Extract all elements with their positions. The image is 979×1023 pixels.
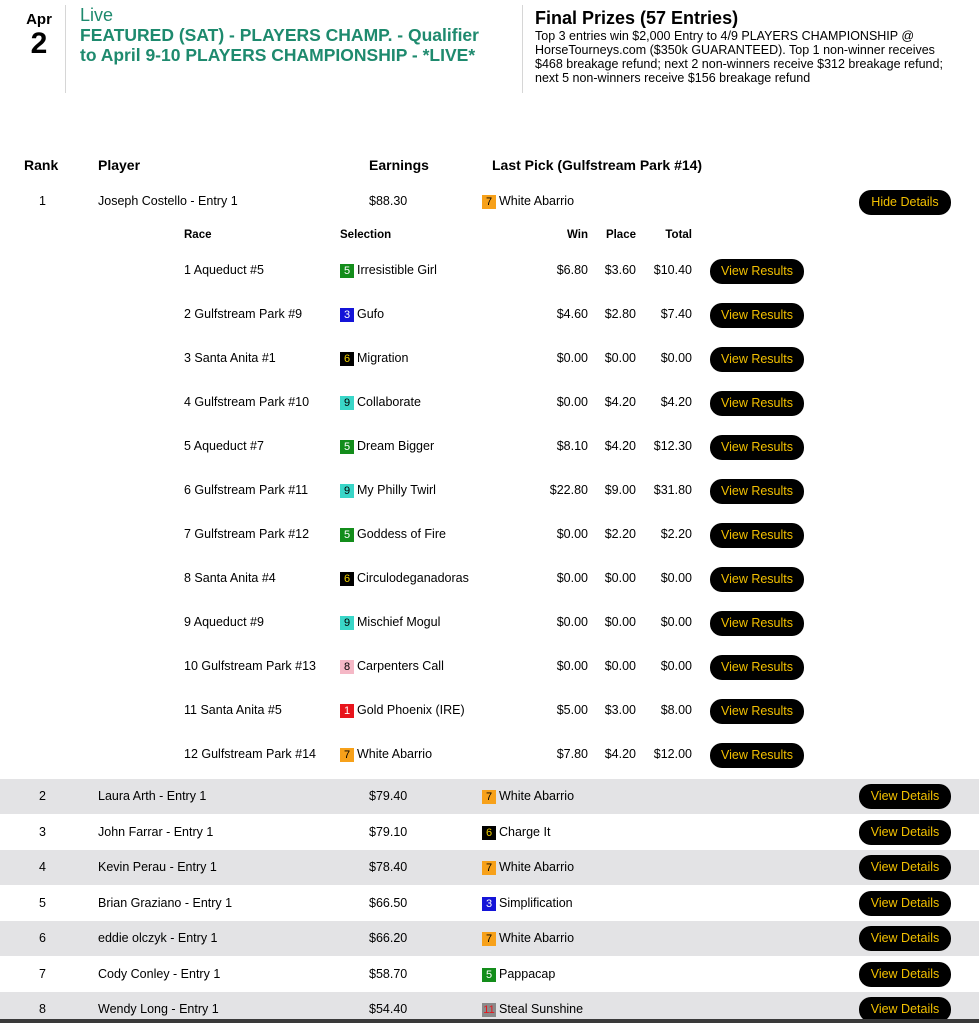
total-cell: $12.00 xyxy=(653,747,692,761)
horse-name: Steal Sunshine xyxy=(499,1002,584,1016)
player-cell: Laura Arth - Entry 1 xyxy=(98,789,207,803)
divider xyxy=(65,5,66,93)
view-results-button[interactable]: View Results xyxy=(710,303,804,328)
saddle-cloth-badge: 7 xyxy=(482,932,496,946)
race-cell: 8 Santa Anita #4 xyxy=(184,571,276,585)
last-pick-cell xyxy=(482,1002,583,1017)
rank-cell: 8 xyxy=(39,1002,46,1016)
total-cell: $0.00 xyxy=(660,571,692,585)
earnings-header: Earnings xyxy=(369,157,429,173)
win-cell: $0.00 xyxy=(556,571,588,585)
horse-name: Gufo xyxy=(357,307,385,321)
earnings-cell: $66.50 xyxy=(369,896,408,910)
rank-cell: 1 xyxy=(39,194,46,208)
player-cell: Joseph Costello - Entry 1 xyxy=(98,194,238,208)
view-details-button[interactable]: View Details xyxy=(859,820,951,845)
hide-details-button[interactable]: Hide Details xyxy=(859,190,951,215)
win-cell: $0.00 xyxy=(556,527,588,541)
race-cell: 1 Aqueduct #5 xyxy=(184,263,264,277)
standings-row[interactable] xyxy=(0,779,979,814)
view-results-button[interactable]: View Results xyxy=(710,347,804,372)
horse-name: White Abarrio xyxy=(499,789,575,803)
divider xyxy=(522,5,523,93)
horse-name: Migration xyxy=(357,351,409,365)
total-cell: $31.80 xyxy=(653,483,692,497)
win-cell: $4.60 xyxy=(556,307,588,321)
detail-row xyxy=(0,558,979,602)
standings-row[interactable] xyxy=(0,815,979,850)
rank-cell: 6 xyxy=(39,931,46,945)
place-cell: $4.20 xyxy=(604,395,636,409)
saddle-cloth-badge: 7 xyxy=(482,861,496,875)
view-results-button[interactable]: View Results xyxy=(710,743,804,768)
place-cell: $0.00 xyxy=(604,351,636,365)
race-cell: 4 Gulfstream Park #10 xyxy=(184,395,310,409)
earnings-cell: $58.70 xyxy=(369,967,408,981)
horse-name: My Philly Twirl xyxy=(357,483,436,497)
total-cell: $2.20 xyxy=(660,527,692,541)
race-cell: 7 Gulfstream Park #12 xyxy=(184,527,310,541)
player-cell: Kevin Perau - Entry 1 xyxy=(98,860,217,874)
saddle-cloth-badge: 6 xyxy=(340,352,354,366)
race-cell: 11 Santa Anita #5 xyxy=(184,703,282,717)
view-results-button[interactable]: View Results xyxy=(710,435,804,460)
saddle-cloth-badge: 3 xyxy=(482,897,496,911)
event-info xyxy=(80,5,480,65)
saddle-cloth-badge: 5 xyxy=(340,440,354,454)
last-pick-cell xyxy=(482,896,573,911)
win-cell: $5.00 xyxy=(556,703,588,717)
place-cell: $4.20 xyxy=(604,747,636,761)
selection-cell xyxy=(340,703,465,718)
prizes-title: Final Prizes (57 Entries) xyxy=(535,8,739,28)
detail-row xyxy=(0,294,979,338)
event-day: 2 xyxy=(30,27,48,60)
detail-row xyxy=(0,338,979,382)
event-date xyxy=(24,12,54,60)
selection-cell xyxy=(340,571,469,586)
saddle-cloth-badge: 5 xyxy=(340,264,354,278)
details-header xyxy=(0,229,979,245)
place-cell: $4.20 xyxy=(604,439,636,453)
saddle-cloth-badge: 6 xyxy=(482,826,496,840)
win-cell: $8.10 xyxy=(556,439,588,453)
total-cell: $12.30 xyxy=(653,439,692,453)
event-header xyxy=(0,0,979,110)
view-results-button[interactable]: View Results xyxy=(710,523,804,548)
standings-row[interactable] xyxy=(0,992,979,1019)
rank-cell: 4 xyxy=(39,860,46,874)
rank-header: Rank xyxy=(24,157,59,173)
total-cell: $8.00 xyxy=(660,703,692,717)
saddle-cloth-badge: 11 xyxy=(483,1003,495,1016)
win-cell: $6.80 xyxy=(556,263,588,277)
last-pick-header: Last Pick (Gulfstream Park #14) xyxy=(492,157,703,173)
player-header: Player xyxy=(98,157,141,173)
detail-row xyxy=(0,382,979,426)
view-results-button[interactable]: View Results xyxy=(710,391,804,416)
standings-row[interactable] xyxy=(0,886,979,921)
selection-cell xyxy=(340,263,437,278)
race-cell: 5 Aqueduct #7 xyxy=(184,439,264,453)
earnings-cell: $79.40 xyxy=(369,789,408,803)
event-title: FEATURED (SAT) - PLAYERS CHAMP. - Qualifier to April 9-10 PLAYERS CHAMPIONSHIP - *LIVE* xyxy=(80,25,479,65)
event-month: Apr xyxy=(26,11,52,28)
horse-name: White Abarrio xyxy=(357,747,433,761)
race-cell: 12 Gulfstream Park #14 xyxy=(184,747,317,761)
saddle-cloth-badge: 5 xyxy=(340,528,354,542)
place-cell: $2.20 xyxy=(604,527,636,541)
selection-cell xyxy=(340,527,446,542)
detail-row xyxy=(0,470,979,514)
last-pick-cell xyxy=(482,931,574,946)
detail-row xyxy=(0,690,979,734)
horse-name: Circulodeganadoras xyxy=(357,571,469,585)
horse-name: Charge It xyxy=(499,825,551,839)
horse-name: White Abarrio xyxy=(499,931,575,945)
place-header: Place xyxy=(605,229,636,241)
standings-header xyxy=(0,157,979,175)
horse-name: Pappacap xyxy=(499,967,556,981)
place-cell: $0.00 xyxy=(604,659,636,673)
last-pick-cell xyxy=(482,967,555,982)
place-cell: $0.00 xyxy=(604,615,636,629)
horse-name: Gold Phoenix (IRE) xyxy=(357,703,465,717)
total-cell: $7.40 xyxy=(660,307,692,321)
selection-cell xyxy=(340,483,436,498)
total-cell: $0.00 xyxy=(660,351,692,365)
prizes-text: Top 3 entries win $2,000 Entry to 4/9 PLAYERS CHAMPIONSHIP @ HorseTourneys.com ($350k GUARANTEED). Top 1 non-winner receives $468 breakage refund; next 2 non-winners receive $312 breakage refund; next 5 non-winners receive $156 breakage refund xyxy=(535,29,943,85)
detail-row xyxy=(0,602,979,646)
rank-cell: 7 xyxy=(39,967,46,981)
horse-name: White Abarrio xyxy=(499,194,575,208)
view-details-button[interactable]: View Details xyxy=(859,962,951,987)
player-cell: Cody Conley - Entry 1 xyxy=(98,967,221,981)
win-cell: $7.80 xyxy=(556,747,588,761)
earnings-cell: $78.40 xyxy=(369,860,408,874)
horse-name: Dream Bigger xyxy=(357,439,435,453)
last-pick-cell xyxy=(482,860,574,875)
rank-cell: 5 xyxy=(39,896,46,910)
view-details-button[interactable]: View Details xyxy=(859,784,951,809)
win-cell: $0.00 xyxy=(556,659,588,673)
saddle-cloth-badge: 7 xyxy=(340,748,354,762)
detail-row xyxy=(0,734,979,778)
standings-row-expanded[interactable] xyxy=(0,189,979,217)
race-cell: 9 Aqueduct #9 xyxy=(184,615,264,629)
detail-row xyxy=(0,646,979,690)
standings-row[interactable] xyxy=(0,850,979,885)
view-details-button[interactable]: View Details xyxy=(859,997,951,1022)
selection-cell xyxy=(340,307,384,322)
bottom-edge xyxy=(0,1019,979,1023)
saddle-cloth-badge: 7 xyxy=(482,195,496,209)
selection-cell xyxy=(340,747,432,762)
place-cell: $2.80 xyxy=(604,307,636,321)
total-cell: $4.20 xyxy=(660,395,692,409)
place-cell: $3.00 xyxy=(604,703,636,717)
player-cell: Wendy Long - Entry 1 xyxy=(98,1002,219,1016)
saddle-cloth-badge: 7 xyxy=(482,790,496,804)
view-results-button[interactable]: View Results xyxy=(710,655,804,680)
race-header: Race xyxy=(184,229,212,241)
player-cell: John Farrar - Entry 1 xyxy=(98,825,214,839)
standings-row[interactable] xyxy=(0,957,979,992)
last-pick-cell xyxy=(482,789,574,804)
win-cell: $0.00 xyxy=(556,615,588,629)
horse-name: White Abarrio xyxy=(499,860,575,874)
saddle-cloth-badge: 9 xyxy=(340,616,354,630)
detail-row xyxy=(0,250,979,294)
selection-cell xyxy=(340,395,421,410)
last-pick-cell xyxy=(482,825,550,840)
race-cell: 3 Santa Anita #1 xyxy=(184,351,276,365)
race-cell: 6 Gulfstream Park #11 xyxy=(184,483,309,497)
total-cell: $0.00 xyxy=(660,659,692,673)
horse-name: Irresistible Girl xyxy=(357,263,437,277)
saddle-cloth-badge: 3 xyxy=(340,308,354,322)
total-cell: $0.00 xyxy=(660,615,692,629)
view-results-button[interactable]: View Results xyxy=(710,699,804,724)
earnings-cell: $54.40 xyxy=(369,1002,408,1016)
selection-cell xyxy=(340,351,408,366)
horse-name: Mischief Mogul xyxy=(357,615,441,629)
selection-cell xyxy=(340,659,444,674)
win-cell: $0.00 xyxy=(556,395,588,409)
race-cell: 10 Gulfstream Park #13 xyxy=(184,659,317,673)
player-cell: eddie olczyk - Entry 1 xyxy=(98,931,218,945)
view-details-button[interactable]: View Details xyxy=(859,891,951,916)
view-results-button[interactable]: View Results xyxy=(710,479,804,504)
win-cell: $0.00 xyxy=(556,351,588,365)
prizes-panel xyxy=(535,8,965,85)
saddle-cloth-badge: 5 xyxy=(482,968,496,982)
detail-row xyxy=(0,514,979,558)
saddle-cloth-badge: 8 xyxy=(340,660,354,674)
rank-cell: 2 xyxy=(39,789,46,803)
rank-cell: 3 xyxy=(39,825,46,839)
total-cell: $10.40 xyxy=(653,263,692,277)
detail-row xyxy=(0,426,979,470)
horse-name: Goddess of Fire xyxy=(357,527,446,541)
saddle-cloth-badge: 6 xyxy=(340,572,354,586)
view-results-button[interactable]: View Results xyxy=(710,611,804,636)
view-results-button[interactable]: View Results xyxy=(710,567,804,592)
saddle-cloth-badge: 9 xyxy=(340,396,354,410)
win-cell: $22.80 xyxy=(549,483,588,497)
place-cell: $0.00 xyxy=(604,571,636,585)
player-cell: Brian Graziano - Entry 1 xyxy=(98,896,233,910)
horse-name: Simplification xyxy=(499,896,573,910)
place-cell: $3.60 xyxy=(604,263,636,277)
view-details-button[interactable]: View Details xyxy=(859,926,951,951)
view-results-button[interactable]: View Results xyxy=(710,259,804,284)
win-header: Win xyxy=(567,229,588,241)
earnings-cell: $66.20 xyxy=(369,931,408,945)
saddle-cloth-badge: 1 xyxy=(340,704,354,718)
total-header: Total xyxy=(665,229,692,241)
selection-cell xyxy=(340,439,434,454)
selection-header: Selection xyxy=(340,229,392,241)
standings-row[interactable] xyxy=(0,921,979,956)
event-status: Live xyxy=(80,5,114,25)
earnings-cell: $79.10 xyxy=(369,825,408,839)
race-cell: 2 Gulfstream Park #9 xyxy=(184,307,303,321)
horse-name: Collaborate xyxy=(357,395,421,409)
horse-name: Carpenters Call xyxy=(357,659,444,673)
last-pick-cell xyxy=(482,194,574,209)
selection-cell xyxy=(340,615,440,630)
place-cell: $9.00 xyxy=(604,483,636,497)
saddle-cloth-badge: 9 xyxy=(340,484,354,498)
view-details-button[interactable]: View Details xyxy=(859,855,951,880)
earnings-cell: $88.30 xyxy=(369,194,408,208)
